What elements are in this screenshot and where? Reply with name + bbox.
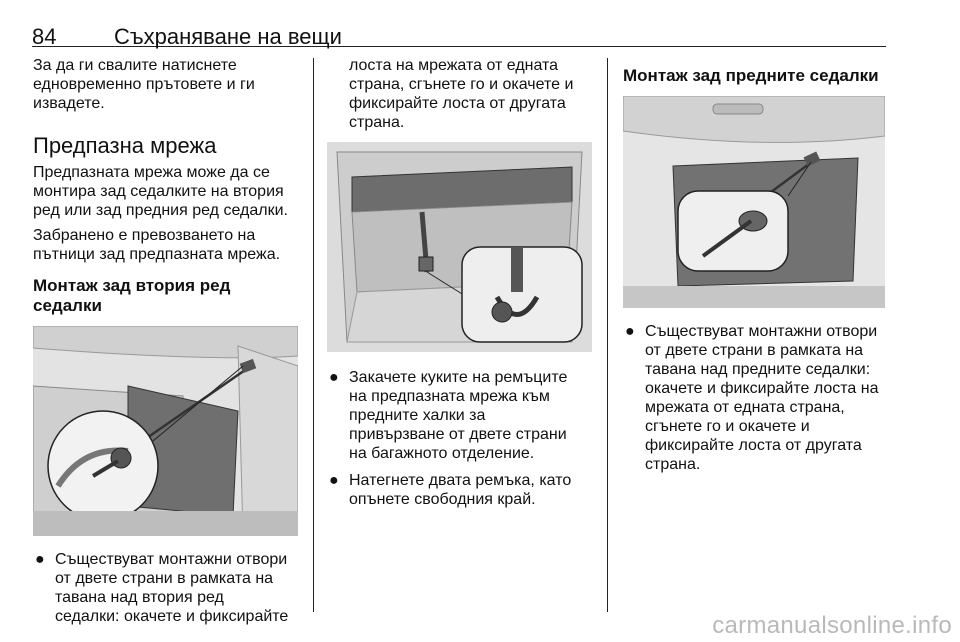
- subheading-second-row: Монтаж зад втория ред седалки: [33, 276, 231, 315]
- column-3: [623, 56, 888, 474]
- bullet-mounting-holes-front: ● Съществуват монтажни отвори от двете страни в рамката на тавана над предните седалки: окачете и фиксирайте лоста на мрежата от едната страна, сгънете го и окачете и фиксирайте лоста от другата страна.: [625, 323, 879, 473]
- bullet-attach-hooks: ● Закачете куките на ремъците на предпазната мрежа към предните халки за привързване от двете страни на багажното отделение.: [329, 369, 568, 462]
- page-number: 84: [32, 24, 57, 49]
- intro-paragraph: За да ги свалите натиснете едновременно прътовете и ги извадете.: [33, 57, 255, 112]
- column-divider-2: [607, 58, 608, 612]
- subheading-front-seats: Монтаж зад предните седалки: [623, 66, 879, 85]
- column-2: [327, 56, 592, 509]
- net-description-paragraph: Предпазната мрежа може да се монтира зад седалките на втория ред или зад предния ред седалки.: [33, 164, 288, 219]
- watermark-logo: carmanualsonline.info: [712, 612, 952, 639]
- bullet-tighten-straps: ● Натегнете двата ремъка, като опънете свободния край.: [329, 472, 572, 508]
- bullet-mounting-holes-second-row: ● Съществуват монтажни отвори от двете страни в рамката на тавана над втория ред седалки: окачете и фиксирайте: [35, 551, 289, 625]
- warning-paragraph: Забранено е превозването на пътници зад предпазната мрежа.: [33, 227, 281, 263]
- column-divider-1: [313, 58, 314, 612]
- bullet-continuation: лоста на мрежата от едната страна, сгънете го и окачете и фиксирайте лоста от другата страна.: [349, 57, 574, 131]
- page-header-title: Съхраняване на вещи: [114, 24, 342, 49]
- figure-front-net-installation: [623, 96, 885, 308]
- figure-strap-hooks: [327, 142, 592, 352]
- column-1: [33, 56, 298, 626]
- section-title: Предпазна мрежа: [33, 133, 217, 158]
- figure-rear-net-installation: [33, 326, 298, 536]
- page-header: [32, 10, 886, 47]
- bullet-dot: ●: [35, 551, 45, 568]
